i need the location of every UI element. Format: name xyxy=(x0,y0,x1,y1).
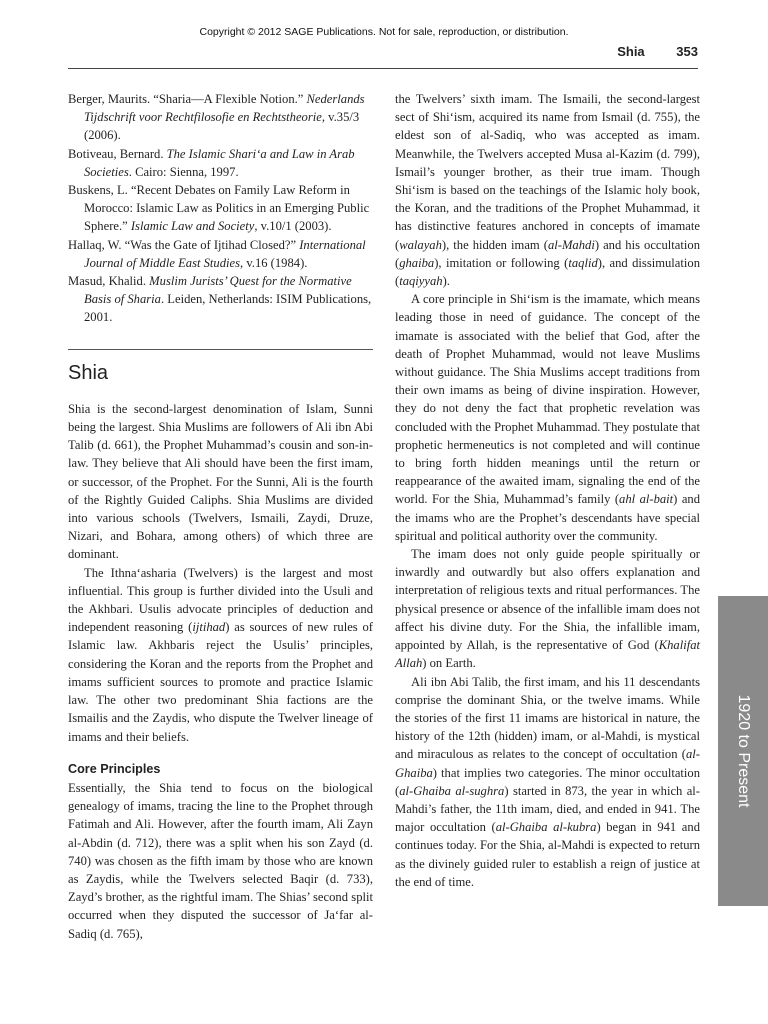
article-body-left xyxy=(68,400,373,943)
body-paragraph: The Ithna‘asharia (Twelvers) is the largest and most influential. This group is further divided into the Usuli and the Akhbari. Usulis advocate principles of deduction and independent reasoning (ijtihad) as sources of new rules of Islamic law. Akhbaris reject the Usulis’ principles, considering the Koran and the reports from the Prophet and imams sufficient sources to promote and practice Islamic law. The other two predominant Shia factions are the Ismailis and the Zaydis, who dispute the Twelver lineage of imams and their beliefs. xyxy=(68,565,373,744)
running-head xyxy=(617,44,698,59)
body-paragraph: the Twelvers’ sixth imam. The Ismaili, the second-largest sect of Shi‘ism, acquired its name from Ismail (d. 755), the eldest son of al-Sadiq, who was accepted as imam. Meanwhile, the Twelvers accepted Musa al-Kazim (d. 799), Ismail’s younger brother, as their true imam. Though Shi‘ism is based on the teachings of the Islamic holy book, the Koran, and the traditions of the Prophet Muhammad, it has distinctive features anchored in concepts of imamate (walayah), the hidden imam (al-Mahdi) and his occultation (ghaiba), imitation or following (taqlid), and dissimulation (taqiyyah). xyxy=(395,92,700,289)
subheading-core-principles: Core Principles xyxy=(68,761,161,776)
reference-item: Berger, Maurits. “Sharia—A Flexible Notion.” Nederlands Tijdschrift voor Rechtfilosofie en Rechtstheorie, v.35/3 (2006). xyxy=(68,92,365,143)
running-title: Shia xyxy=(617,44,645,59)
body-paragraph: Shia is the second-largest denomination of Islam, Sunni being the largest. Shia Muslims are followers of Ali ibn Abi Talib (d. 661), the Prophet Muhammad’s cousin and son-in-law. They believe that Ali should have been the first imam, or successor, of the Prophet. For the Sunni, Ali is the fourth of the Rightly Guided Caliphs. Shia Muslims are divided into various schools (Twelvers, Ismaili, Zaydi, Druze, Nizari, and Bohara, among others) of which three are dominant. xyxy=(68,401,373,562)
reference-item: Hallaq, W. “Was the Gate of Ijtihad Closed?” International Journal of Middle East Studies, v.16 (1984). xyxy=(68,237,366,270)
reference-item: Buskens, L. “Recent Debates on Family Law Reform in Morocco: Islamic Law as Politics in an Emerging Public Sphere.” Islamic Law and Society, v.10/1 (2003). xyxy=(68,183,370,234)
header-rule xyxy=(68,68,698,69)
body-paragraph: The imam does not only guide people spiritually or inwardly and outwardly but also offers explanation and interpretation of religious texts and ritual performances. The physical presence or absence of the infallible imam does not affect his divine duty. For the Shia, the infallible imam, appointed by Allah, is the representative of God (Khalifat Allah) on Earth. xyxy=(395,547,700,671)
section-divider xyxy=(68,349,373,350)
body-paragraph: A core principle in Shi‘ism is the imamate, which means leading those in need of guidance. The concept of the imamate is associated with the belief that God, after the death of Prophet Muhammad, would not leave Muslims without guidance. The Shia Muslims accept traditions from their own imams as being of divine inspiration. However, they do not deny the fact that prophetic revelation was concluded with the Prophet Muhammad. They postulate that prophetic hermeneutics is not completed and will continue to bring forth hidden meanings until the return or reappearance of the awaited imam, signaling the end of the world. For the Shia, Muhammad’s family (ahl al-bait) and the imams who are the Prophet’s descendants have special spiritual and political authority over the community. xyxy=(395,292,701,543)
references-list xyxy=(68,90,373,327)
right-column xyxy=(395,90,700,891)
body-paragraph: Ali ibn Abi Talib, the first imam, and his 11 descendants comprise the dominant Shia, or the twelve imams. While the stories of the first 11 imams are historical in nature, the history of the 12th (hidden) imam, or al-Mahdi, is mystical and miraculous as relates to the concept of occultation (al-Ghaiba) that implies two categories. The minor occultation (al-Ghaiba al-sughra) started in 873, the year in which al-Mahdi’s father, the 11th imam, died, and ended in 941. The major occultation (al-Ghaiba al-kubra) began in 941 and continues today. For the Shia, al-Mahdi is expected to return as the divinely guided ruler to establish a reign of justice at the end of time. xyxy=(395,674,701,889)
page-number: 353 xyxy=(676,44,698,59)
left-column xyxy=(68,90,373,943)
body-paragraph: Essentially, the Shia tend to focus on the biological genealogy of imams, tracing the line to the Prophet through Fatimah and Ali. However, after the fourth imam, Ali Zayn al-Abdin (d. 712), there was a split when his son Zayd (d. 740) was chosen as the fifth imam by those who are known as Zaydis, while the Twelvers selected Baqir (d. 733), Zayd’s brother, as the rightful imam. The Shias’ second split occurred when they disputed the successor of Ja‘far al-Sadiq (d. 765), xyxy=(68,780,373,941)
reference-item: Masud, Khalid. Muslim Jurists’ Quest for the Normative Basis of Sharia. Leiden, Netherlands: ISIM Publications, 2001. xyxy=(68,274,372,325)
section-side-tab xyxy=(718,596,768,906)
reference-item: Botiveau, Bernard. The Islamic Shari‘a and Law in Arab Societies. Cairo: Sienna, 1997. xyxy=(68,146,355,179)
article-title: Shia xyxy=(68,361,109,384)
side-tab-label: 1920 to Present xyxy=(735,694,752,808)
copyright-notice: Copyright © 2012 SAGE Publications. Not for sale, reproduction, or distribution. xyxy=(199,26,569,38)
